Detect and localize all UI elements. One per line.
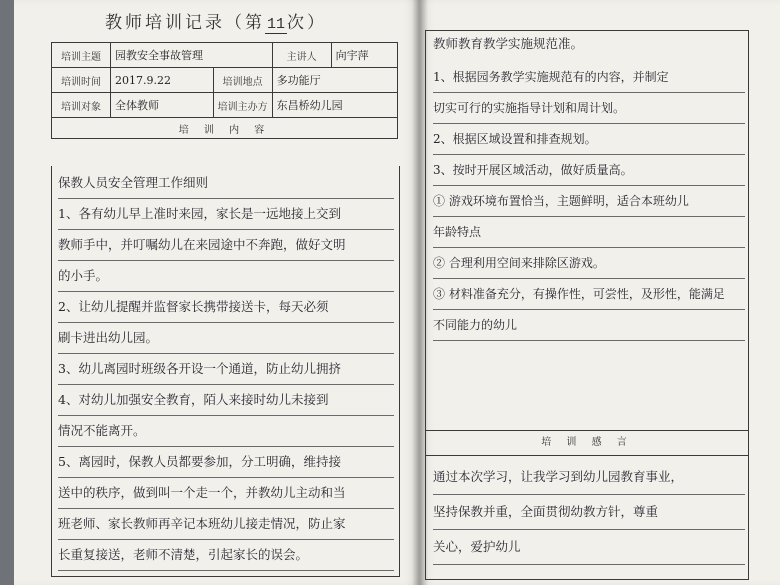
- audience-label: 培训对象: [52, 93, 111, 118]
- right-line: 1、根据园务教学实施规范有的内容，并制定: [433, 62, 745, 93]
- place-label: 培训地点: [213, 68, 272, 93]
- audience-value: 全体教师: [111, 93, 214, 118]
- session-number: 11: [267, 16, 286, 33]
- content-line: 4、对幼儿加强安全教育，陌人来接时幼儿未接到: [58, 385, 394, 416]
- right-line: 切实可行的实施指导计划和周计划。: [433, 93, 745, 124]
- title-suffix: 次）: [287, 13, 328, 33]
- content-line: 长重复接送，老师不清楚，引起家长的误会。: [58, 540, 394, 571]
- time-label: 培训时间: [52, 68, 111, 93]
- reflection-content: [433, 460, 745, 565]
- content-line: 刷卡进出幼儿园。: [58, 323, 394, 354]
- time-value: 2017.9.22: [111, 68, 214, 93]
- content-line: 5、离园时，保教人员都要参加，分工明确，维持接: [58, 447, 394, 478]
- topic-label: 培训主题: [52, 43, 111, 68]
- content-line: 教师手中，并叮嘱幼儿在来园途中不奔跑，做好文明: [58, 230, 394, 261]
- reflection-line: 关心，爱护幼儿: [433, 530, 745, 565]
- place-value: 多功能厅: [272, 68, 397, 93]
- record-title: [105, 8, 327, 33]
- content-header: 培 训 内 容: [52, 118, 398, 139]
- topic-value: 园教安全事故管理: [111, 43, 273, 68]
- right-line: ① 游戏环境布置恰当，主题鲜明，适合本班幼儿: [433, 186, 745, 217]
- reflection-line: 坚持保教并重，全面贯彻幼教方针，尊重: [433, 495, 745, 530]
- content-line: 保教人员安全管理工作细则: [58, 168, 394, 199]
- right-line: 年龄特点: [433, 217, 745, 248]
- right-line: 3、按时开展区域活动，做好质量高。: [433, 155, 745, 186]
- content-line: 送中的秩序，做到叫一个走一个，并教幼儿主动和当: [58, 478, 394, 509]
- organizer-value: 东昌桥幼儿园: [272, 93, 397, 118]
- organizer-label: 培训主办方: [213, 93, 272, 118]
- reflection-line: 通过本次学习，让我学习到幼儿园教育事业，: [433, 460, 745, 495]
- right-line: ③ 材料准备充分，有操作性，可尝性，及形性，能满足: [433, 279, 745, 310]
- right-line: 不同能力的幼儿: [433, 310, 745, 341]
- content-line: 1、各有幼儿早上准时来园，家长是一远地接上交到: [58, 199, 394, 230]
- right-line: ② 合理利用空间来排除区游戏。: [433, 248, 745, 279]
- content-line: 班老师、家长教师再辛记本班幼儿接走情况，防止家: [58, 509, 394, 540]
- reflection-header: 培 训 感 言: [425, 430, 749, 456]
- right-heading: 教师教育教学实施规范准。: [433, 36, 584, 51]
- content-line: 2、让幼儿提醒并监督家长携带接送卡，每天必须: [58, 292, 394, 323]
- right-content: [433, 62, 745, 341]
- content-line: 情况不能离开。: [58, 416, 394, 447]
- speaker-label: 主讲人: [272, 43, 331, 68]
- content-line: 的小手。: [58, 261, 394, 292]
- right-line: 2、根据区域设置和排查规划。: [433, 124, 745, 155]
- content-line: 3、幼儿离园时班级各开设一个通道，防止幼儿拥挤: [58, 354, 394, 385]
- training-info-table: [51, 42, 398, 139]
- title-prefix: 教师培训记录（第: [105, 13, 265, 33]
- speaker-value: 向宇萍: [331, 43, 397, 68]
- training-content: [58, 168, 394, 571]
